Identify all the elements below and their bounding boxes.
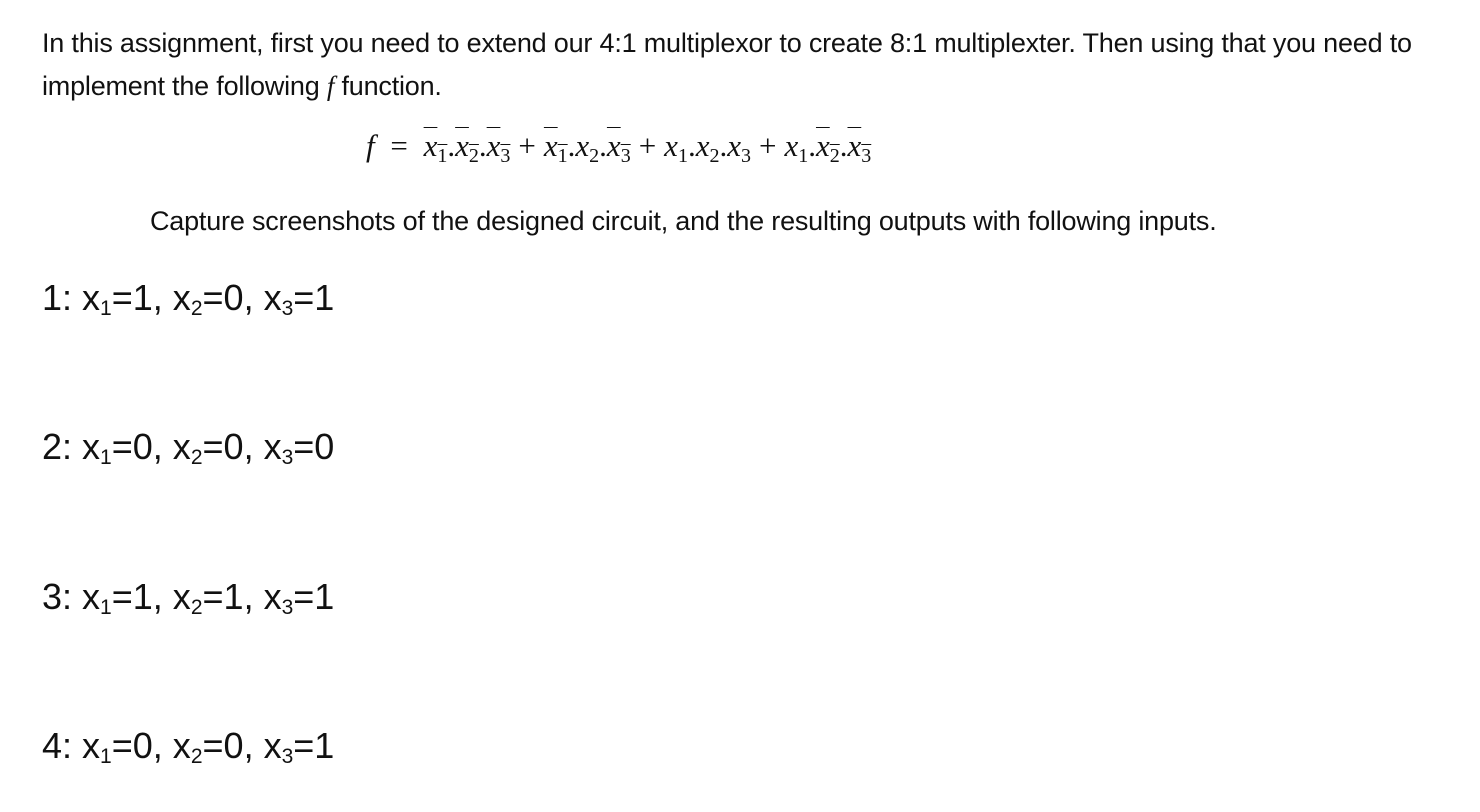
case-x3-value: 1 [314,576,335,617]
equation-term [543,128,631,167]
intro-text-before: In this assignment, first you need to extend our 4:1 multiplexor to create 8:1 multiplexter. Then using that you need to implement the following [42,28,1412,101]
input-case-3: 3: $x_1=1$, $x_2=1$, $x_3=1$ [42,576,335,619]
input-case-4: 4: $x_1=0$, $x_2=0$, $x_3=1$ [42,725,335,768]
case-x1-value: 0 [132,725,153,766]
case-x1-value: 1 [132,277,153,318]
equation-variable-complement: $x_3$ [606,128,631,167]
equation-dot: . [447,128,456,163]
equation-variable-complement: $x_3$ [847,128,872,167]
intro-text-after: function. [334,71,442,101]
equation-variable: $x_1$ [784,128,809,167]
equation-terms [423,128,872,167]
input-case-1: 1: $x_1=1$, $x_2=0$, $x_3=1$ [42,277,335,320]
equation-variable-complement: $x_3$ [486,128,511,167]
equation-variable: $x_2$ [695,128,720,167]
intro-function-name: f [326,71,335,101]
equation-plus: + [758,128,777,163]
equation-dot: . [599,128,607,163]
equation-dot: . [687,128,696,163]
equation-term [664,128,751,167]
equation-term [423,128,511,167]
case-x2-value: 0 [223,725,244,766]
equation-dot: . [808,128,816,163]
equation-variable-complement: $x_1$ [423,128,448,167]
equation-dot: . [719,128,728,163]
equation-variable: $x_1$ [664,128,688,167]
case-number: 3: [42,576,73,617]
case-x2-value: 0 [223,277,244,318]
equation-plus: + [518,128,536,163]
case-x1-value: 1 [132,576,153,617]
case-number: 4: [42,725,73,766]
case-x3-value: 1 [314,277,335,318]
case-x1-value: 0 [132,426,153,467]
capture-instruction: Capture screenshots of the designed circuit, and the resulting outputs with following inputs. [150,206,1217,236]
input-case-2: 2: $x_1=0$, $x_2=0$, $x_3=0$ [42,426,335,469]
function-equation [366,128,871,168]
equation-variable: $x_2$ [575,128,600,167]
equation-dot: . [839,128,848,163]
equation-dot: . [478,128,487,163]
case-x2-value: 1 [223,576,244,617]
case-number: 2: [42,426,73,467]
case-x2-value: 0 [223,426,244,467]
case-x3-value: 1 [314,725,335,766]
equation-variable-complement: $x_2$ [455,128,479,167]
equation-variable-complement: $x_1$ [543,128,568,167]
equation-variable: $x_3$ [727,128,751,167]
equation-term [784,128,872,167]
equation-lhs: f [366,128,375,163]
case-number: 1: [42,277,73,318]
equation-variable-complement: $x_2$ [815,128,840,167]
equation-equals: = [390,128,408,163]
case-x3-value: 0 [314,426,335,467]
assignment-intro [42,22,1442,108]
equation-dot: . [567,128,576,163]
equation-plus: + [638,128,657,163]
